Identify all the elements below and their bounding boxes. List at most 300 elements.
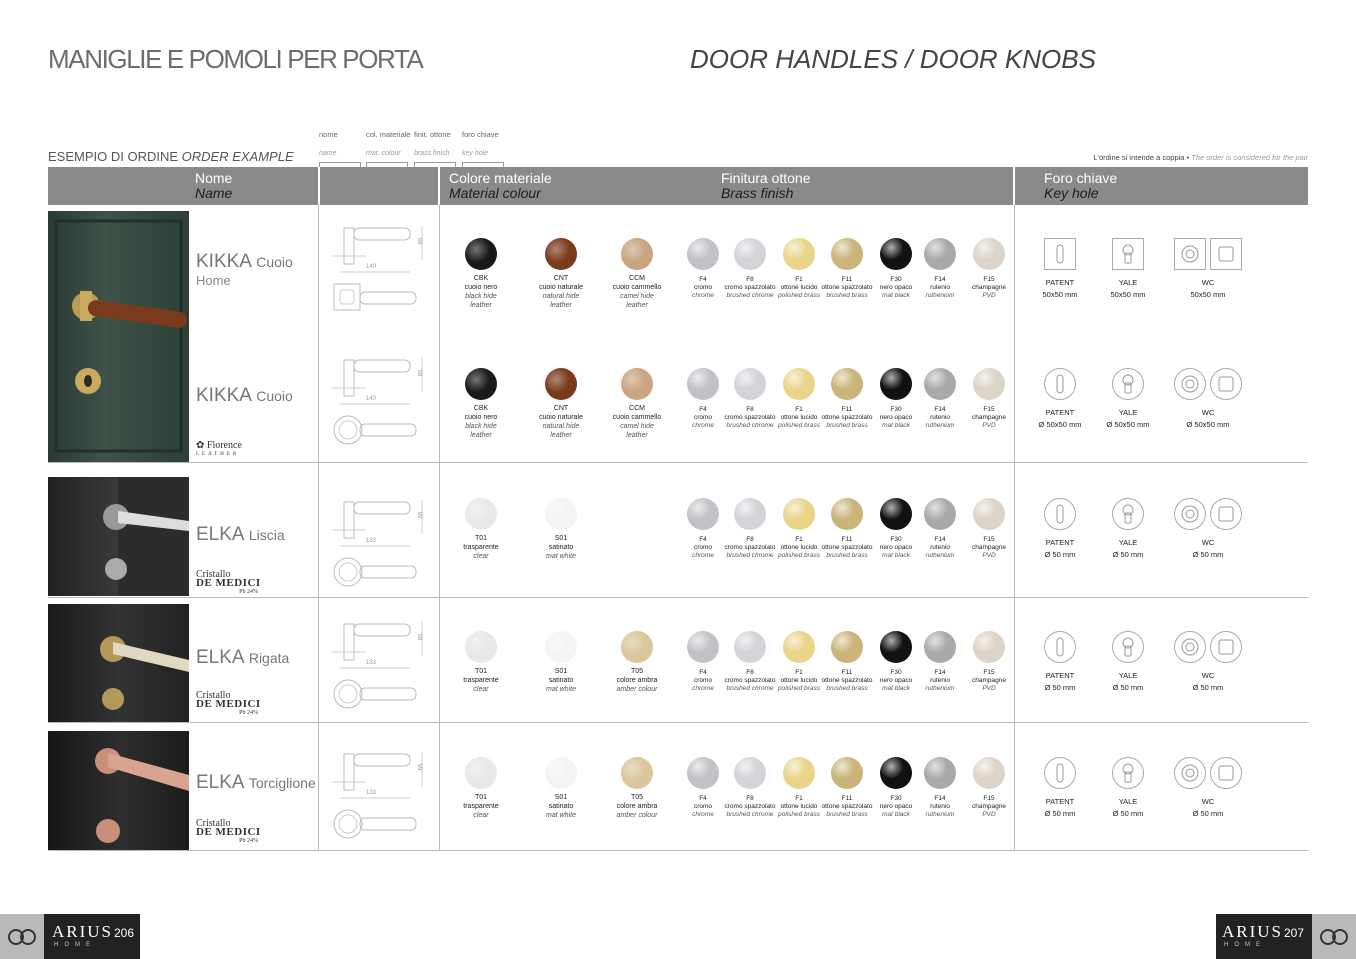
material-name-it: satinato [548,803,574,810]
finish-swatch[interactable] [773,498,825,560]
finish-swatch[interactable] [963,368,1015,430]
material-name-en: black hide [465,423,497,430]
dimension-height: 65 [418,237,425,245]
dimension-height: 65 [418,763,425,771]
material-color-chip [465,757,497,789]
material-swatch[interactable] [605,238,669,310]
finish-name-it: cromo spazzolato [724,677,776,684]
keyhole-dimension: Ø 50x50 mm [1038,420,1082,429]
finish-code: F11 [841,276,853,283]
patent-rosette-icon [1044,757,1076,789]
keyhole-option-yale[interactable] [1092,498,1164,559]
finish-name-en: mat black [882,685,910,692]
finish-code: F14 [934,795,946,802]
finish-swatch[interactable] [821,238,873,300]
finish-name-en: mat black [882,422,910,429]
wc-rosette-icon [1174,498,1206,530]
finish-swatch[interactable] [677,757,729,819]
header-finish-en: Brass finish [721,185,794,201]
header-divider [318,167,320,205]
order-box-label-en: name [319,150,337,157]
finish-code: F11 [841,795,853,802]
keyhole-label: YALE [1118,408,1138,417]
finish-color-chip [783,757,815,789]
material-swatch[interactable] [449,368,513,440]
product-photo-elka-rigata [48,604,189,722]
finish-swatch[interactable] [773,238,825,300]
finish-name-en: chrome [692,811,714,818]
finish-name-it: ottone lucido [780,677,818,684]
finish-name-en: mat black [882,552,910,559]
finish-code: F15 [983,795,995,802]
technical-drawing [326,612,436,722]
technical-drawing [326,216,436,326]
material-name-it: trasparente [463,803,499,810]
keyhole-option-wc[interactable] [1172,757,1244,818]
finish-swatch[interactable] [963,498,1015,560]
keyhole-option-patent[interactable] [1024,498,1096,559]
footer-brand: ARIUS [1222,922,1284,941]
keyhole-option-yale[interactable] [1092,757,1164,818]
keyhole-option-wc[interactable] [1172,498,1244,559]
finish-code: F4 [699,795,707,802]
finish-name-en: chrome [692,422,714,429]
finish-name-en: PVD [982,552,996,559]
finish-name-it: nero opaco [879,544,913,551]
material-color-chip [621,238,653,270]
finish-code: F4 [699,669,707,676]
finish-code: F14 [934,536,946,543]
product-variant: Cuoio [256,254,293,270]
keyhole-label: YALE [1118,671,1138,680]
material-swatch[interactable] [529,238,593,310]
finish-name-en: polished brass [778,422,820,429]
dimension-width: 140 [366,396,377,402]
finish-name-it: rutenio [930,803,950,810]
finish-swatch[interactable] [724,757,776,819]
finish-swatch[interactable] [963,757,1015,819]
finish-code: F14 [934,669,946,676]
material-color-chip [621,757,653,789]
brand-name: DE MEDICI [196,698,261,710]
header-name-en: Name [195,185,233,201]
finish-swatch[interactable] [724,238,776,300]
technical-drawing [326,348,436,458]
finish-color-chip [880,631,912,663]
finish-swatch[interactable] [724,498,776,560]
finish-swatch[interactable] [677,368,729,430]
finish-color-chip [831,368,863,400]
keyhole-dimension: 50x50 mm [1042,290,1078,299]
material-name-it: trasparente [463,677,499,684]
product-photo-kikka [48,211,189,462]
footer-brand: ARIUS [52,922,114,941]
patent-rosette-icon [1044,238,1076,270]
finish-swatch[interactable] [914,757,966,819]
product-photo-elka-liscia [48,477,189,596]
finish-name-it: ottone lucido [780,414,818,421]
product-name: KIKKA [196,385,251,406]
keyhole-label: PATENT [1045,797,1075,806]
material-code: T01 [474,535,488,542]
keyhole-icons [1024,368,1096,402]
elka-rigata-image [48,604,189,722]
finish-name-en: ruthenium [925,811,955,818]
keyhole-icons [1172,498,1244,532]
product-name-elka-liscia [196,524,285,546]
row-divider [48,722,1308,723]
finish-color-chip [924,631,956,663]
finish-swatch[interactable] [914,368,966,430]
wc-rosette-icon [1210,368,1242,400]
keyhole-option-wc[interactable] [1172,631,1244,692]
finish-name-en: PVD [982,811,996,818]
order-label-en: ORDER EXAMPLE [181,149,294,164]
material-name-en: leather [550,432,572,439]
keyhole-option-patent[interactable] [1024,238,1096,299]
finish-color-chip [880,757,912,789]
order-box-label: foro chiave [462,130,499,139]
finish-name-it: ottone spazzolato [821,544,873,551]
finish-name-en: brushed brass [826,292,868,299]
material-code: CNT [553,275,569,282]
keyhole-label: WC [1201,538,1215,547]
keyhole-label: WC [1201,278,1215,287]
brand-top: Cristallo [196,569,231,580]
material-name-en: black hide [465,293,497,300]
product-variant: Cuoio [256,388,293,404]
finish-swatch[interactable] [677,238,729,300]
brand-demedici-logo [196,691,261,718]
material-color-chip [465,238,497,270]
finish-swatch[interactable] [914,498,966,560]
material-swatch[interactable] [605,631,669,694]
finish-name-en: brushed chrome [726,811,774,818]
patent-rosette-icon [1044,498,1076,530]
finish-name-it: cromo spazzolato [724,803,776,810]
product-variant: Liscia [248,527,285,543]
wc-rosette-icon [1174,238,1206,270]
finish-name-it: nero opaco [879,803,913,810]
material-name-en: clear [473,686,489,693]
finish-name-it: champagne [972,414,1006,421]
finish-color-chip [734,368,766,400]
material-code: S01 [554,794,568,801]
finish-code: F15 [983,406,995,413]
finish-color-chip [973,368,1005,400]
finish-name-en: PVD [982,422,996,429]
material-color-chip [545,631,577,663]
order-box-label-en: key hole [462,150,489,157]
finish-swatch[interactable] [821,498,873,560]
finish-code: F15 [983,669,995,676]
order-box-label-en: brass finish [414,150,450,157]
kikka-handle-image [48,211,189,462]
row-divider [48,597,1308,598]
material-name-en: leather [626,302,648,309]
product-sub: Home [196,273,231,288]
finish-color-chip [831,498,863,530]
finish-name-it: cromo spazzolato [724,284,776,291]
order-label-it: ESEMPIO DI ORDINE [48,149,179,164]
patent-rosette-icon [1044,368,1076,400]
footer-left [0,914,140,959]
finish-name-en: PVD [982,292,996,299]
finish-color-chip [973,238,1005,270]
material-code: T05 [630,794,644,801]
footer-right [1216,914,1356,959]
finish-color-chip [687,498,719,530]
finish-code: F8 [746,669,754,676]
finish-color-chip [734,631,766,663]
keyhole-option-patent[interactable] [1024,631,1096,692]
header-keyhole-it: Foro chiave [1044,170,1118,186]
product-name-kikka [196,385,293,407]
order-box-label: finit. ottone [414,130,451,139]
brand-demedici-logo [196,819,261,846]
material-color-chip [621,368,653,400]
finish-name-en: brushed brass [826,422,868,429]
finish-color-chip [880,498,912,530]
finish-color-chip [973,498,1005,530]
finish-swatch[interactable] [724,631,776,693]
keyhole-dimension: 50x50 mm [1190,290,1226,299]
material-swatch[interactable] [605,368,669,440]
keyhole-option-wc[interactable] [1172,368,1244,429]
keyhole-dimension: Ø 50x50 mm [1106,420,1150,429]
keyhole-label: PATENT [1045,671,1075,680]
keyhole-label: WC [1201,797,1215,806]
material-swatch[interactable] [449,757,513,820]
finish-name-it: ottone spazzolato [821,284,873,291]
finish-swatch[interactable] [773,631,825,693]
header-divider [438,167,440,205]
material-color-chip [545,498,577,530]
page-number-right: 207 [1284,926,1305,940]
material-name-it: trasparente [463,544,499,551]
keyhole-dimension: Ø 50x50 mm [1186,420,1230,429]
keyhole-option-patent[interactable] [1024,757,1096,818]
pair-note: L'ordine si intende a coppia • The order is considered for the pair [1093,153,1308,162]
pair-note-it: L'ordine si intende a coppia [1093,153,1185,162]
material-name-it: colore ambra [616,677,658,684]
keyhole-label: WC [1201,408,1215,417]
finish-code: F11 [841,406,853,413]
finish-name-en: brushed chrome [726,292,774,299]
finish-color-chip [924,757,956,789]
keyhole-icons [1172,631,1244,665]
finish-swatch[interactable] [821,757,873,819]
material-name-it: cuoio naturale [539,284,583,291]
material-name-it: cuoio cammello [612,284,662,291]
finish-swatch[interactable] [963,631,1015,693]
product-photo-elka-torciglione [48,731,189,850]
keyhole-label: PATENT [1045,408,1075,417]
finish-code: F30 [890,406,902,413]
wc-rosette-icon [1210,757,1242,789]
column-divider [439,205,440,851]
keyhole-option-yale[interactable] [1092,631,1164,692]
keyhole-icons [1024,238,1096,272]
header-name-it: Nome [195,170,233,186]
brand-name: Florence [206,440,242,451]
footer-home: HOME [1224,942,1266,948]
keyhole-label: YALE [1118,278,1138,287]
keyhole-dimension: Ø 50 mm [1044,683,1076,692]
finish-swatch[interactable] [677,631,729,693]
material-swatch[interactable] [605,757,669,820]
finish-name-it: cromo spazzolato [724,414,776,421]
keyhole-option-yale[interactable] [1092,238,1164,299]
material-name-en: mat white [546,553,576,560]
dimension-width: 133 [366,790,377,796]
dimension-width: 140 [366,264,377,270]
keyhole-dimension: Ø 50 mm [1112,809,1144,818]
yale-rosette-icon [1112,498,1144,530]
keyhole-icons [1092,631,1164,665]
finish-color-chip [831,757,863,789]
keyhole-icons [1024,498,1096,532]
material-swatch[interactable] [529,631,593,694]
material-code: S01 [554,668,568,675]
finish-name-en: brushed chrome [726,685,774,692]
material-name-en: natural hide [542,423,580,430]
material-name-en: leather [470,432,492,439]
finish-name-en: ruthenium [925,552,955,559]
finish-name-it: nero opaco [879,677,913,684]
finish-swatch[interactable] [963,238,1015,300]
finish-name-it: cromo [693,677,713,684]
finish-name-en: brushed chrome [726,552,774,559]
product-variant: Torciglione [248,775,316,791]
finish-color-chip [687,757,719,789]
brand-sub: LEATHER [196,452,240,457]
finish-name-en: polished brass [778,685,820,692]
finish-swatch[interactable] [914,238,966,300]
material-swatch[interactable] [449,238,513,310]
elka-liscia-image [48,477,189,596]
keyhole-dimension: 50x50 mm [1110,290,1146,299]
material-color-chip [545,368,577,400]
product-name-elka-rigata [196,647,289,669]
finish-color-chip [880,368,912,400]
brand-top: Cristallo [196,818,231,829]
finish-swatch[interactable] [821,368,873,430]
material-name-en: leather [550,302,572,309]
finish-code: F30 [890,276,902,283]
finish-color-chip [687,368,719,400]
yale-rosette-icon [1112,368,1144,400]
material-swatch[interactable] [449,498,513,561]
material-name-en: camel hide [620,293,654,300]
page-number-left: 206 [114,926,135,940]
finish-code: F8 [746,536,754,543]
finish-swatch[interactable] [724,368,776,430]
keyhole-option-yale[interactable] [1092,368,1164,429]
keyhole-dimension: Ø 50 mm [1112,683,1144,692]
brand-top: Cristallo [196,690,231,701]
wc-rosette-icon [1210,631,1242,663]
keyhole-dimension: Ø 50 mm [1192,683,1224,692]
finish-name-en: brushed brass [826,552,868,559]
finish-code: F30 [890,795,902,802]
keyhole-label: PATENT [1045,538,1075,547]
finish-name-en: polished brass [778,292,820,299]
page-title-english: DOOR HANDLES / DOOR KNOBS [690,44,1096,74]
finish-name-en: mat black [882,811,910,818]
finish-color-chip [734,757,766,789]
finish-swatch[interactable] [821,631,873,693]
keyhole-dimension: Ø 50 mm [1112,550,1144,559]
order-box-label-en: mat. colour [366,150,401,157]
keyhole-dimension: Ø 50 mm [1192,809,1224,818]
patent-rosette-icon [1044,631,1076,663]
finish-swatch[interactable] [914,631,966,693]
finish-code: F1 [795,536,803,543]
product-name-elka-torciglione [196,772,316,794]
material-name-it: cuoio cammello [612,414,662,421]
keyhole-icons [1092,368,1164,402]
finish-code: F15 [983,536,995,543]
dimension-width: 133 [366,538,377,544]
finish-name-it: cromo [693,284,713,291]
technical-drawing [326,742,436,852]
keyhole-option-wc[interactable] [1172,238,1244,299]
finish-color-chip [687,238,719,270]
keyhole-option-patent[interactable] [1024,368,1096,429]
material-swatch[interactable] [529,368,593,440]
dimension-height: 65 [418,369,425,377]
finish-name-it: champagne [972,803,1006,810]
header-keyhole [1044,171,1117,201]
finish-swatch[interactable] [773,757,825,819]
wc-rosette-icon [1174,631,1206,663]
brand-florence-logo: ✿ Florence LEATHER [196,441,258,459]
product-variant: Rigata [248,650,290,666]
finish-color-chip [734,498,766,530]
finish-color-chip [831,631,863,663]
material-swatch[interactable] [449,631,513,694]
material-name-it: cuoio naturale [539,414,583,421]
finish-name-it: rutenio [930,284,950,291]
finish-swatch[interactable] [677,498,729,560]
pair-note-en: The order is considered for the pair [1191,153,1308,162]
finish-name-it: cromo spazzolato [724,544,776,551]
wc-rosette-icon [1174,368,1206,400]
finish-code: F1 [795,276,803,283]
brand-mark-icon [1312,914,1356,959]
finish-name-it: rutenio [930,544,950,551]
finish-name-en: polished brass [778,552,820,559]
brand-name: DE MEDICI [196,826,261,838]
material-color-chip [545,757,577,789]
product-name: ELKA [196,524,244,545]
material-code: CCM [629,275,645,282]
finish-name-it: ottone lucido [780,284,818,291]
material-swatch[interactable] [529,757,593,820]
material-color-chip [465,498,497,530]
material-name-en: amber colour [616,686,658,693]
finish-name-en: mat black [882,292,910,299]
finish-code: F14 [934,276,946,283]
brand-sub: Pb 24% [239,589,258,595]
header-divider [1013,167,1015,205]
material-swatch[interactable] [529,498,593,561]
row-divider [48,850,1308,851]
finish-code: F8 [746,406,754,413]
finish-color-chip [924,498,956,530]
finish-swatch[interactable] [773,368,825,430]
